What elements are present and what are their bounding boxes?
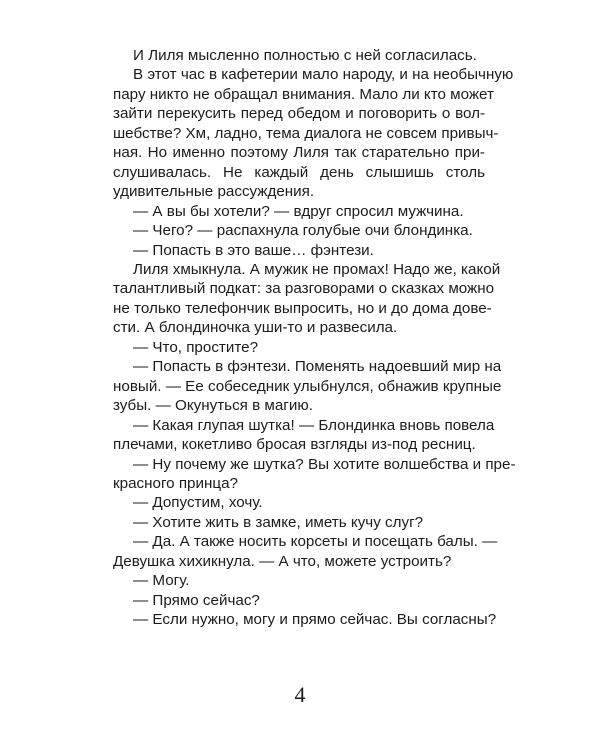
body-text: [113, 46, 516, 630]
text-line: сти. А блондиночка уши-то и развесила.: [113, 319, 398, 337]
page-number: 4: [294, 682, 306, 707]
paragraph: [113, 357, 502, 415]
paragraph: [113, 455, 516, 494]
text-line: пару никто не обращал внимания. Мало ли кто может: [113, 85, 494, 103]
paragraph: [113, 202, 485, 221]
text-line: — Попасть в это ваше… фэнтези.: [133, 241, 374, 259]
text-line: плечами, кокетливо бросая взгляды из-под ресниц.: [113, 436, 476, 454]
text-line: — Допустим, хочу.: [133, 494, 263, 512]
text-line: ная. Но именно поэтому Лиля так старательно при-: [113, 144, 485, 162]
text-line: новый. — Ее собеседник улыбнулся, обнажив крупные: [113, 377, 502, 395]
text-line: зайти перекусить перед обедом и поговорить о вол-: [113, 105, 485, 123]
paragraph: [113, 241, 485, 260]
text-line: — Прямо сейчас?: [133, 591, 260, 609]
text-line: удивительные рассуждения.: [113, 183, 315, 201]
text-line: — А вы бы хотели? — вдруг спросил мужчина.: [133, 202, 464, 220]
paragraph: [113, 338, 485, 357]
paragraph: [113, 65, 514, 201]
paragraph: [113, 532, 498, 571]
paragraph: [113, 493, 485, 512]
text-line: — Ну почему же шутка? Вы хотите волшебства и пре-: [133, 455, 516, 473]
text-line: красного принца?: [113, 474, 238, 492]
text-line: — Чего? — распахнула голубые очи блондинка.: [133, 222, 473, 240]
text-line: слушивалась. Не каждый день слышишь столь: [113, 163, 485, 181]
paragraph: [113, 610, 497, 629]
text-line: — Хотите жить в замке, иметь кучу слуг?: [133, 513, 424, 531]
text-line: Лиля хмыкнула. А мужик не промах! Надо же, какой: [133, 260, 501, 278]
text-line: не только телефончик выпросить, но и до дома дове-: [113, 299, 492, 317]
text-line: — Да. А также носить корсеты и посещать балы. —: [133, 533, 498, 551]
paragraph: [113, 591, 485, 610]
text-line: И Лиля мысленно полностью с ней согласилась.: [133, 47, 477, 64]
paragraph: [113, 260, 501, 338]
paragraph: [113, 46, 485, 65]
text-line: талантливый подкат: за разговорами о сказках можно: [113, 280, 495, 298]
paragraph: [113, 416, 495, 455]
text-line: Девушка хихикнула. — А что, можете устроить?: [113, 552, 452, 570]
text-line: В этот час в кафетерии мало народу, и на необычную: [133, 66, 514, 84]
paragraph: [113, 513, 485, 532]
text-line: — Попасть в фэнтези. Поменять надоевший мир на: [133, 358, 502, 376]
text-line: — Если нужно, могу и прямо сейчас. Вы согласны?: [133, 611, 497, 629]
text-line: — Что, простите?: [133, 338, 259, 356]
text-line: — Какая глупая шутка! — Блондинка вновь повела: [133, 416, 495, 434]
paragraph: [113, 221, 485, 240]
text-line: — Могу.: [133, 572, 190, 590]
text-line: шебстве? Хм, ладно, тема диалога не совсем привыч-: [113, 124, 499, 142]
text-line: зубы. — Окунуться в магию.: [113, 397, 313, 415]
paragraph: [113, 571, 485, 590]
